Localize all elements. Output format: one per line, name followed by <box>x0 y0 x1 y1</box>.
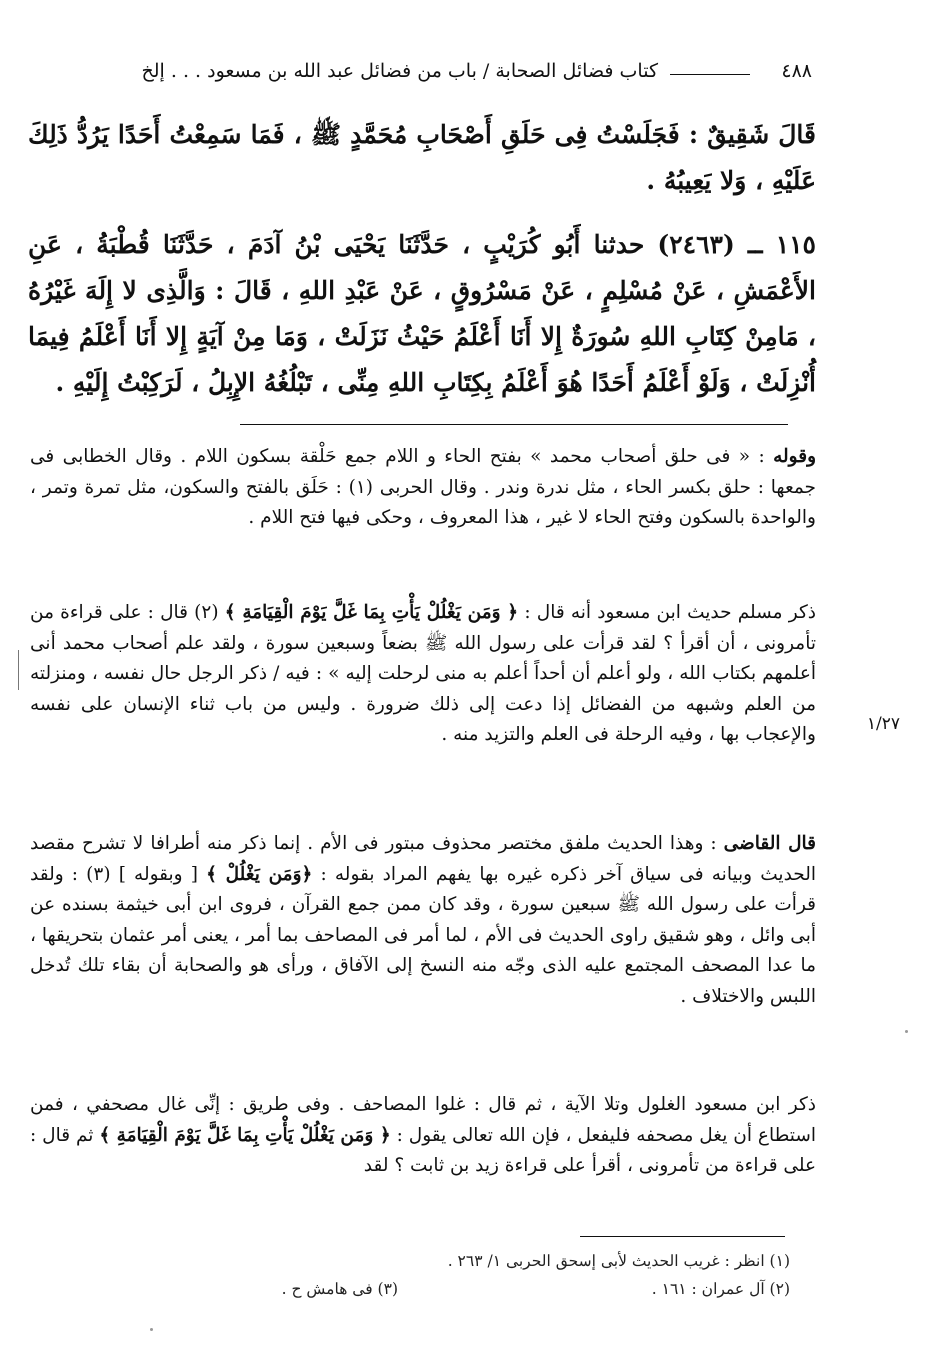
page-number: ٤٨٨ <box>781 60 812 82</box>
hadith-text-1: قَالَ شَقِيقٌ : فَجَلَسْتُ فِى حَلَقِ أَصْحَابِ مُحَمَّدٍ ﷺ ، فَمَا سَمِعْتُ أَحَدًا يَرُدُّ ذَلِكَ عَلَيْهِ ، وَلا يَعِيبُهُ . <box>28 120 816 195</box>
scan-speck <box>150 1328 153 1331</box>
quran-quote: ﴿ وَمَن يَغْلُلْ يَأْتِ بِمَا غَلَّ يَوْمَ الْقِيَامَةِ ﴾ <box>224 602 519 623</box>
commentary-paragraph-3 <box>30 829 816 1012</box>
footnote-1: (١) انظر : غريب الحديث لأبى إسحق الحربى ١/ ٢٦٣ . <box>447 1252 790 1270</box>
commentary-paragraph-2 <box>30 598 816 751</box>
header-rule <box>670 74 750 75</box>
header-title: كتاب فضائل الصحابة / باب من فضائل عبد الله بن مسعود . . . إلخ <box>141 60 658 82</box>
quran-quote: ﴿وَمَن يَغْلُلْ ﴾ <box>206 863 313 885</box>
footnote-3: (٣) فى هامش ح . <box>281 1280 398 1298</box>
quran-quote: ﴿ وَمَن يَغْلُلْ يَأْتِ بِمَا غَلَّ يَوْمَ الْقِيَامَةِ ﴾ <box>99 1124 391 1146</box>
section-divider <box>240 424 788 425</box>
commentary-text: [ وبقوله ] (٣) : ولقد قرأت على رسول الله ﷺ سبعين سورة ، وقد كان ممن جمع القرآن ، فروى ابن أبى خيثمة بسنده عن أبى وائل ، وهو شقيق راوى الحديث فى الأم ، لما أمر فى المصاحف بما أمر ، يعنى أمر عثمان بتحريقها ، ما عدا المصحف المجتمع عليه الذى وجّه منه النسخ إلى الآفاق ، ورأى هو والصحابة أن بقاء تلك تُدخل اللبس والاختلاف . <box>30 863 816 1007</box>
commentary-paragraph-4 <box>30 1090 816 1182</box>
commentary-paragraph-1 <box>30 442 816 534</box>
hadith-text-2: ١١٥ ــ (٢٤٦٣) حدثنا أَبُو كُرَيْبٍ ، حَدَّثَنَا يَحْيَى بْنُ آدَمَ ، حَدَّثَنَا قُطْبَةُ ، عَنِ الأَعْمَشِ ، عَنْ مُسْلِمٍ ، عَنْ مَسْرُوقٍ ، عَنْ عَبْدِ اللهِ ، قَالَ : وَالَّذِى لا إِلَهَ غَيْرُهُ ، مَامِنْ كِتَابِ اللهِ سُورَةٌ إِلا أَنَا أَعْلَمُ حَيْثُ نَزَلَتْ ، وَمَا مِنْ آيَةٍ إِلا أَنَا أَعْلَمُ فِيمَا أُنْزِلَتْ ، وَلَوْ أَعْلَمُ أَحَدًا هُوَ أَعْلَمُ بِكِتَابِ اللهِ مِنِّى ، تَبْلُغُهُ الإِبِلُ ، لَرَكِبْتُ إِلَيْهِ . <box>28 230 816 397</box>
commentary-text: ذكر ابن مسعود الغلول وتلا الآية ، ثم قال : غلوا المصاحف . وفى طريق : إنِّى غال مصحفي ، فمن استطاع أن يغل مصحفه فليفعل ، فإن الله تعالى يقول : <box>30 1094 816 1146</box>
commentary-text: : « فى حلق أصحاب محمد » بفتح الحاء و اللام جمع حَلْقة بسكون اللام . وقال الخطابى فى جمعها : حلق بكسر الحاء ، مثل ندرة وندر . وقال الحربى (١) : حَلَق بالفتح والسكون، مثل تمرة وتمر ، والواحدة بالسكون وفتح الحاء لا غير ، هذا المعروف ، وحكى فيها فتح اللام . <box>30 446 816 528</box>
commentary-label: وقوله <box>773 446 816 467</box>
footnote-rule <box>580 1236 785 1237</box>
commentary-label: قال القاضى <box>723 833 816 854</box>
margin-folio-note: ١/٢٧ <box>866 714 900 734</box>
margin-mark <box>18 650 19 690</box>
running-header <box>30 58 820 92</box>
commentary-text: (٢) قال : على قراءة من تأمرونى ، أن أقرأ ؟ لقد قرأت على رسول الله ﷺ بضعاً وسبعين سورة ، ولقد علم أصحاب محمد أنى أعلمهم بكتاب الله ، ولو أعلم أن أحداً أعلم به منى لرحلت إليه » : فيه / ذكر الرجل حال نفسه ، ومنزلته من العلم وشبهه من الفضائل إذا دعت إلى ذلك ضرورة . وليس من باب ثناء الإنسان على نفسه والإعجاب بها ، وفيه الرحلة فى العلم والتزيد منه . <box>30 602 816 745</box>
commentary-text: : وهذا الحديث ملفق مختصر محذوف مبتور فى الأم . إنما ذكر منه أطرافا لا تشرح مقصد الحديث وبيانه فى سياق آخر ذكره غيره بها يفهم المراد بقوله : <box>30 833 817 885</box>
scan-speck <box>905 1030 908 1033</box>
commentary-text: ثم قال : على قراءة من تأمرونى ، أقرأ على قراءة زيد بن ثابت ؟ لقد <box>30 1124 816 1176</box>
footnote-2: (٢) آل عمران : ١٦١ . <box>651 1280 790 1298</box>
commentary-text: ذكر مسلم حديث ابن مسعود أنه قال : <box>524 602 816 623</box>
